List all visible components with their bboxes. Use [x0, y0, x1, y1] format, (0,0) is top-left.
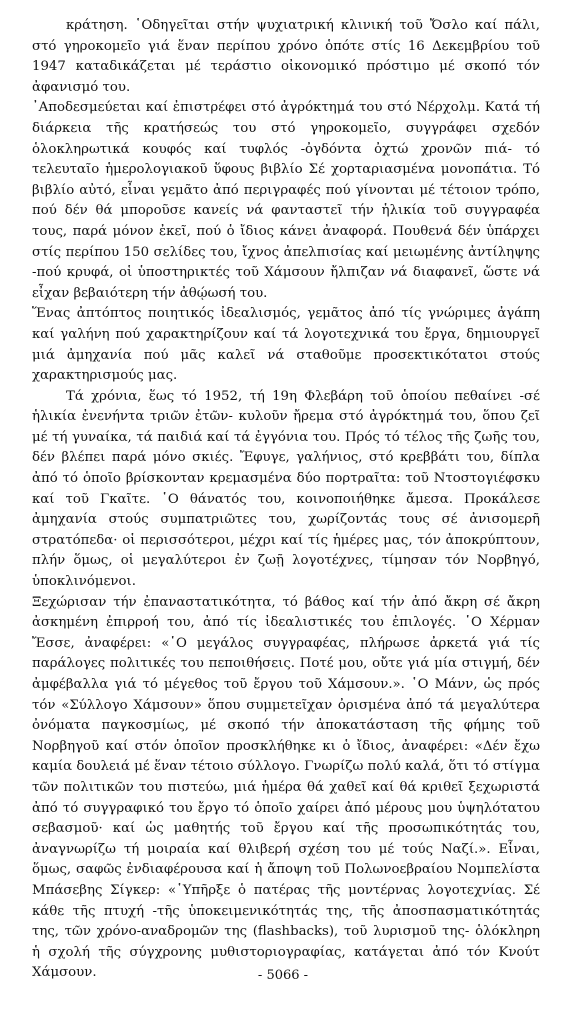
paragraph-1: κράτηση. ῾Οδηγεῖται στήν ψυχιατρική κλινική τοῦ Ὄσλο καί πάλι, στό γηροκομεῖο γιά ἕναν περίπου χρόνο ὁπότε στίς 16 Δεκεμβρίου τοῦ 1947 καταδικάζεται μέ τεράστιο οἰκονομικό πρόστιμο μέ σκοπό τόν ἀφανισμό του. — [32, 18, 540, 95]
paragraph-2: ᾿Αποδεσμεύεται καί ἐπιστρέφει στό ἀγρόκτημά του στό Νέρχολμ. Κατά τή διάρκεια τῆς κρατήσεώς του στό γηροκομεῖο, συγγράφει σχεδόν ὁλοκληρωτικά κουφός καί τυφλός -ὀγδόντα ὀχτώ χρονῶν πιά- τό τελευταῖο ἡμερολογιακοῦ ὕφους βιβλίο Σέ χορταριασμένα μονοπάτια. Τό βιβλίο αὐτό, εἶναι γεμᾶτο ἀπό περιγραφές πού γίνονται μέ τέτοιον τρόπο, πού δέν θά μποροῦσε κανείς νά φανταστεῖ τήν ἡλικία τοῦ συγγραφέα τους, παρά μόνον ἐκεῖ, πού ὁ ἴδιος κάνει ἀναφορά. Πουθενά δέν ὑπάρχει στίς περίπου 150 σελίδες του, ἴχνος ἀπελπισίας καί μειωμένης ἀντίληψης -πού κρυφά, οἱ ὑποστηρικτές τοῦ Χάμσουν ἤλπιζαν νά διαφανεῖ, ὥστε νά εἶχαν βεβαιότερη τήν ἀθῴωσή του. — [32, 100, 540, 301]
paragraph-5: Ξεχώρισαν τήν ἐπαναστατικότητα, τό βάθος καί τήν ἀπό ἄκρη σέ ἄκρη ἀσκημένη ἐπιρροή του, ἀπό τίς ἰδεαλιστικές του ἐπιλογές. ῾Ο Χέρμαν Ἔσσε, ἀναφέρει: «῾Ο μεγάλος συγγραφέας, πλήρωσε ἀρκετά γιά τίς παράλογες πολιτικές του πεποιθήσεις. Ποτέ μου, οὔτε γιά μία στιγμή, δέν ἀμφέβαλλα γιά τό μέγεθος τοῦ ἔργου τοῦ Χάμσουν.». ῾Ο Μάνν, ὡς πρός τόν «Σύλλογο Χάμσουν» ὅπου συμμετεῖχαν ὀρισμένα ἀπό τά μεγαλύτερα ὀνόματα παγκοσμίως, μέ σκοπό τήν ἀποκατάσταση τῆς φήμης τοῦ Νορβηγοῦ καί στόν ὁποῖον προσκλήθηκε κι ὁ ἴδιος, ἀναφέρει: «Δέν ἔχω καμία δουλειά μέ ἕναν τέτοιο σύλλογο. Γνωρίζω πολύ καλά, ὅτι τό στίγμα τῶν πολιτικῶν του πιστεύω, μιά ἡμέρα θά χαθεῖ καί θά κριθεῖ ξεχωριστά ἀπό τό συγγραφικό του ἔργο τό ὁποῖο χαίρει ἀπό μέρους μου ὑψηλότατου σεβασμοῦ· καί ὡς μαθητής τοῦ ἔργου καί τῆς προσωπικότητάς του, ἀναγνωρίζω τή μοιραία καί θλιβερή σχέση του μέ τούς Ναζί.». Εἶναι, ὅμως, σαφῶς ἐνδιαφέρουσα καί ἡ ἄποψη τοῦ Πολωνοεβραίου Νομπελίστα Μπάσεβης Σίγκερ: «῾Υπῆρξε ὁ πατέρας τῆς μοντέρνας λογοτεχνίας. Σέ κάθε τῆς πτυχή -τῆς ὑποκειμενικότητάς της, τῆς ἀποσπασματικότητάς της, τῶν χρόνο-αναδρομῶν της (flashbacks), τοῦ λυρισμοῦ της- ὁλόκληρη ἡ σχολή τῆς σύγχρονης μυθιστοριογραφίας, κατάγεται ἀπό τόν Κνούτ Χάμσουν. — [32, 594, 540, 981]
paragraph-3: Ἕνας ἀπτόπτος ποιητικός ἰδεαλισμός, γεμᾶτος ἀπό τίς γνώριμες ἀγάπη καί γαλήνη πού χαρακτηρίζουν καί τά λογοτεχνικά του ἔργα, δημιουργεῖ μιά ἀμηχανία πού μᾶς καλεῖ νά σταθοῦμε προσεκτικότατοι στούς χαρακτηρισμούς μας. — [32, 306, 540, 384]
paragraph-4: Τά χρόνια, ἕως τό 1952, τή 19η Φλεβάρη τοῦ ὁποίου πεθαίνει -σέ ἡλικία ἐνενήντα τριῶν ἐτῶν- κυλοῦν ἤρεμα στό ἀγρόκτημά του, ὅπου ζεῖ μέ τή γυναίκα, τά παιδιά καί τά ἐγγόνια του. Πρός τό τέλος τῆς ζωῆς του, δέν βλέπει παρά μόνο σκιές. Ἔφυγε, γαλήνιος, στό κρεββάτι του, δίπλα ἀπό τό ὁποῖο βρίσκονταν κρεμασμένα δύο πορτραῖτα: τοῦ Ντοστογιέφσκυ καί τοῦ Γκαῖτε. ῾Ο θάνατός του, κοινοποιήθηκε ἄμεσα. Προκάλεσε ἀμηχανία στούς συμπατριῶτες του, χωρίζοντάς τους σέ ἀνισομερῆ στρατόπεδα· οἱ περισσότεροι, μέχρι καί τίς ἡμέρες μας, τόν ἀποκρύπτουν, πλήν ὅμως, οἱ μεγαλύτεροι ἐν ζωῇ λογοτέχνες, τίμησαν τόν Νορβηγό, ὑποκλινόμενοι. — [32, 388, 540, 590]
page-number: - 5066 - — [257, 968, 309, 983]
document-body — [32, 16, 540, 984]
